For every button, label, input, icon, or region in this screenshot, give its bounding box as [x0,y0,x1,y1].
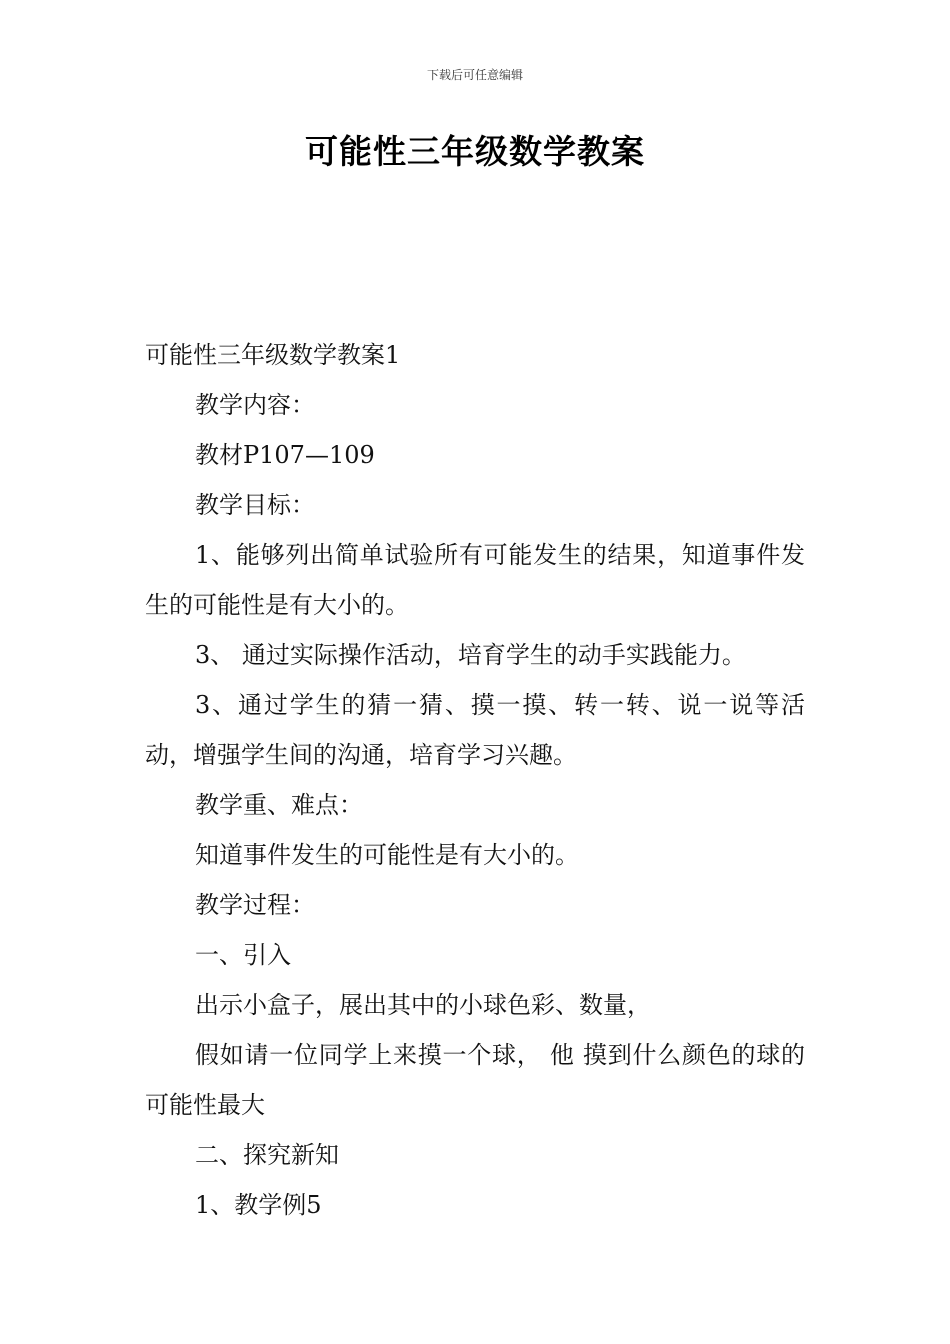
document-body [145,330,805,1230]
paragraph: 教学内容： [195,391,315,419]
paragraph: 教材P107—109 [195,441,375,469]
paragraph: 3、通过学生的猜一猜、摸一摸、转一转、说一说等活动，增强学生间的沟通，培育学习兴趣。 [145,691,805,769]
paragraph: 知道事件发生的可能性是有大小的。 [195,841,579,869]
paragraph: 1、教学例5 [195,1191,322,1219]
paragraph: 教学重、难点： [195,791,363,819]
paragraph: 教学目标： [195,491,315,519]
paragraph: 出示小盒子，展出其中的小球色彩、数量， [195,991,651,1019]
paragraph: 3、 通过实际操作活动，培育学生的动手实践能力。 [195,641,746,669]
paragraph: 教学过程： [195,891,315,919]
paragraph: 二、探究新知 [195,1141,339,1169]
paragraph: 1、能够列出简单试验所有可能发生的结果，知道事件发生的可能性是有大小的。 [145,541,805,619]
document-title: 可能性三年级数学教案 [305,132,645,171]
paragraph: 假如请一位同学上来摸一个球， 他 摸到什么颜色的球的可能性最大 [145,1041,805,1119]
paragraph: 一、引入 [195,941,291,969]
header-note: 下载后可任意编辑 [426,68,523,82]
section-heading: 可能性三年级数学教案1 [145,341,401,369]
